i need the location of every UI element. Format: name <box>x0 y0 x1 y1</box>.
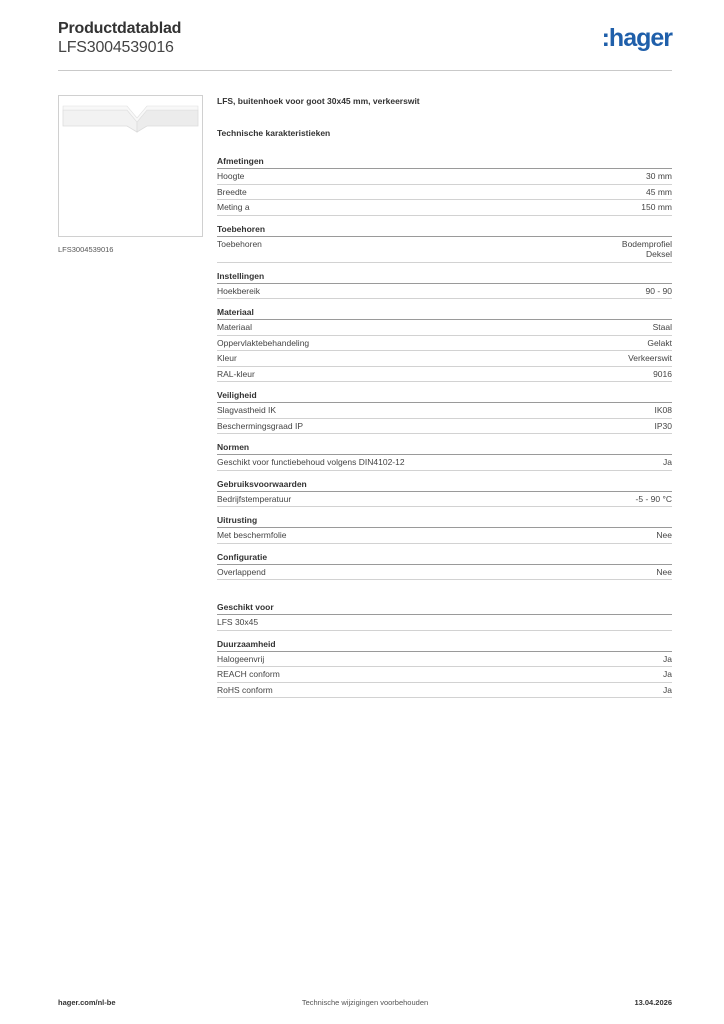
spec-value <box>646 286 672 297</box>
spec-section <box>217 515 672 544</box>
spec-label: Hoekbereik <box>217 285 260 296</box>
spec-row <box>217 200 672 216</box>
spec-label: Overlappend <box>217 566 266 577</box>
spec-value-line: Gelakt <box>647 337 672 348</box>
section-title: Normen <box>217 442 672 455</box>
spec-row <box>217 528 672 544</box>
corner-duct-illustration <box>59 96 202 236</box>
spec-label: Met beschermfolie <box>217 530 287 540</box>
spec-value-line: IP30 <box>654 420 672 431</box>
spec-value-line: Ja <box>663 684 672 695</box>
spec-label: Toebehoren <box>217 238 262 249</box>
spec-label: Bedrijfstemperatuur <box>217 493 292 504</box>
spec-row <box>217 492 672 508</box>
spec-section <box>217 156 672 216</box>
specs-column <box>217 96 672 706</box>
spec-value <box>663 685 672 696</box>
document-header <box>58 20 672 71</box>
spec-row <box>217 351 672 367</box>
spec-row <box>217 615 672 631</box>
document-title: Productdatablad <box>58 20 182 37</box>
spec-row <box>217 683 672 699</box>
spec-value-line: 9016 <box>653 368 672 379</box>
spec-value-line: -5 - 90 °C <box>635 493 672 504</box>
footer-date: 13.04.2026 <box>634 998 672 1007</box>
spec-value <box>628 353 672 364</box>
spec-section <box>217 271 672 300</box>
spec-label: Breedte <box>217 186 247 197</box>
spec-row <box>217 455 672 471</box>
spec-value <box>641 202 672 213</box>
spec-row <box>217 367 672 383</box>
spec-row <box>217 403 672 419</box>
spec-row <box>217 320 672 336</box>
spec-row <box>217 336 672 352</box>
spec-row <box>217 667 672 683</box>
spec-section <box>217 224 672 263</box>
spec-section <box>217 442 672 471</box>
spec-value-line: Ja <box>663 457 672 467</box>
spec-row <box>217 185 672 201</box>
spec-label: Kleur <box>217 353 237 363</box>
spec-row <box>217 169 672 185</box>
spec-label: Hoogte <box>217 171 245 181</box>
spec-label: Beschermingsgraad IP <box>217 420 303 431</box>
section-title: Veiligheid <box>217 390 672 403</box>
spec-label: Meting a <box>217 202 250 212</box>
spec-value-line: Deksel <box>646 249 672 259</box>
spec-row <box>217 419 672 435</box>
spec-label: RAL-kleur <box>217 368 255 379</box>
spec-value <box>622 239 672 260</box>
section-title: Uitrusting <box>217 515 672 528</box>
section-title: Configuratie <box>217 552 672 565</box>
spec-value <box>653 369 672 380</box>
product-code: LFS3004539016 <box>58 39 174 56</box>
spec-label: Geschikt voor functiebehoud volgens DIN4102-12 <box>217 457 405 467</box>
product-image <box>58 95 203 237</box>
spec-value-line: Ja <box>663 653 672 664</box>
spec-section <box>217 552 672 581</box>
image-caption: LFS3004539016 <box>58 245 114 254</box>
spec-value-line: IK08 <box>654 405 672 415</box>
spec-section <box>217 307 672 382</box>
section-title: Instellingen <box>217 271 672 284</box>
spec-section <box>217 479 672 508</box>
spec-section <box>217 639 672 699</box>
spec-label: Halogeenvrij <box>217 653 265 664</box>
spec-value <box>656 530 672 541</box>
spec-value-line: 45 mm <box>646 186 672 197</box>
section-title: Materiaal <box>217 307 672 320</box>
tech-characteristics-title: Technische karakteristieken <box>217 128 331 138</box>
spec-row <box>217 237 672 263</box>
spec-label: RoHS conform <box>217 684 273 695</box>
spec-value-line: Staal <box>652 322 672 332</box>
spec-value <box>636 494 672 505</box>
spec-row <box>217 652 672 668</box>
spec-value <box>655 405 673 416</box>
spec-label: REACH conform <box>217 669 280 679</box>
spec-row <box>217 284 672 300</box>
spec-value-line: 150 mm <box>641 202 672 212</box>
spec-section <box>217 390 672 434</box>
section-title: Afmetingen <box>217 156 672 169</box>
spec-value-line: Verkeerswit <box>628 353 672 363</box>
spec-section <box>217 602 672 631</box>
spec-value <box>656 567 672 578</box>
spec-value-line: 90 - 90 <box>645 285 672 296</box>
spec-value-line: Bodemprofiel <box>621 238 672 249</box>
spec-value <box>646 187 672 198</box>
section-title: Geschikt voor <box>217 602 672 615</box>
suitable-for-section <box>217 602 672 631</box>
footer-disclaimer: Technische wijzigingen voorbehouden <box>301 998 429 1007</box>
spec-label: Slagvastheid IK <box>217 405 277 415</box>
spec-value-line: Nee <box>656 566 672 577</box>
spec-value-line: Ja <box>663 669 672 679</box>
spec-value <box>647 338 672 349</box>
spec-sections <box>217 156 672 580</box>
spec-value <box>655 421 673 432</box>
hager-logo: :hager <box>601 24 672 52</box>
spec-row <box>217 565 672 581</box>
section-title: Gebruiksvoorwaarden <box>217 479 672 492</box>
spec-value <box>646 171 672 182</box>
section-title: Toebehoren <box>217 224 672 237</box>
spec-value-line: 30 mm <box>646 171 672 181</box>
spec-value <box>663 457 672 468</box>
spec-value <box>663 669 672 680</box>
spec-label: LFS 30x45 <box>217 617 259 627</box>
spec-value <box>653 322 672 333</box>
spec-label: Materiaal <box>217 322 252 332</box>
product-image-column <box>58 95 203 254</box>
product-description: LFS, buitenhoek voor goot 30x45 mm, verkeerswit <box>217 96 420 106</box>
spec-label: Oppervlaktebehandeling <box>217 337 310 348</box>
spec-value-line: Nee <box>656 530 672 540</box>
durability-section <box>217 639 672 699</box>
footer-website-link[interactable]: hager.com/nl-be <box>58 998 116 1007</box>
spec-value <box>663 654 672 665</box>
section-title: Duurzaamheid <box>217 639 672 652</box>
